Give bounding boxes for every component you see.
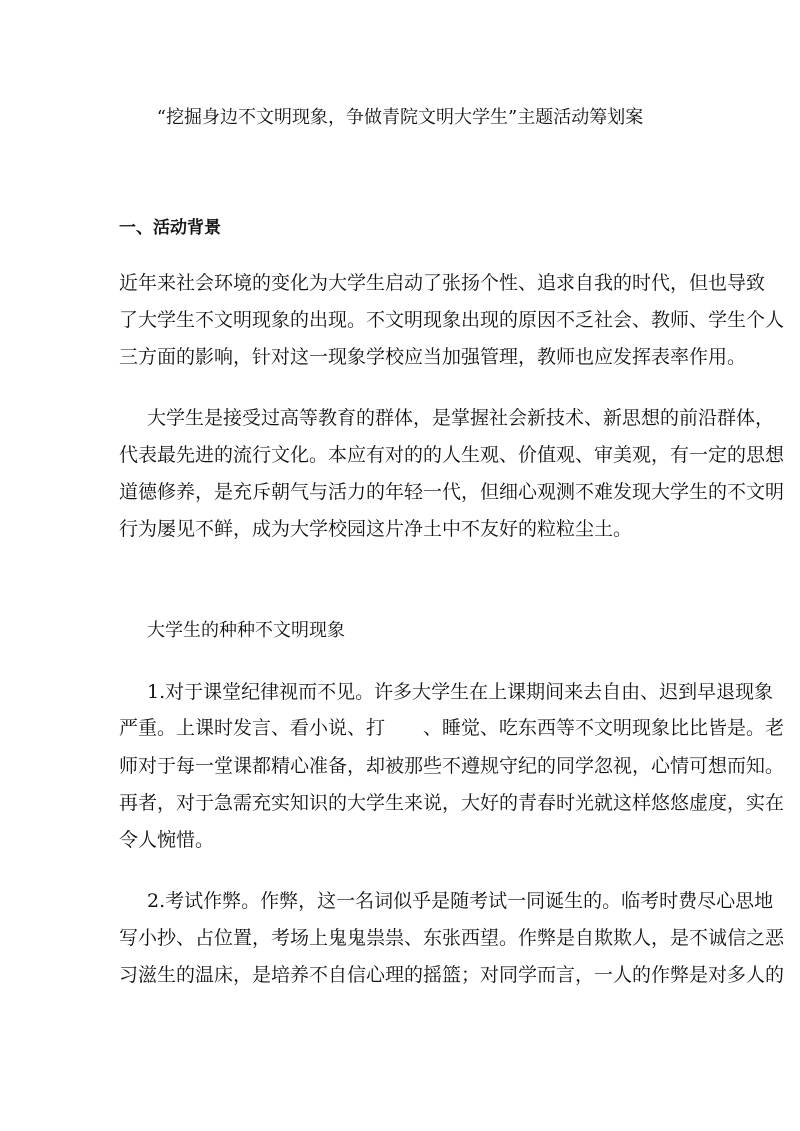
paragraph-line: 道德修养，是充斥朝气与活力的年轻一代，但细心观测不难发现大学生的不文明 [119,481,785,503]
paragraph-line: 近年来社会环境的变化为大学生启动了张扬个性、追求自我的时代，但也导致 [119,272,766,294]
paragraph-line: 代表最先进的流行文化。本应有对的的人生观、价值观、审美观，有一定的思想 [119,444,785,466]
paragraph-line: 三方面的影响，针对这一现象学校应当加强管理，教师也应发挥表率作用。 [119,346,747,368]
paragraph-line: 严重。上课时发言、看小说、打 、睡觉、吃东西等不文明现象比比皆是。老 [119,717,785,739]
paragraph-line: 2.考试作弊。作弊，这一名词似乎是随考试一同诞生的。临考时费尽心思地 [147,890,774,912]
section-heading-background: 一、活动背景 [119,218,221,238]
paragraph-line: 了大学生不文明现象的出现。不文明现象出现的原因不乏社会、教师、学生个人 [119,309,785,331]
paragraph-line: 再者，对于急需充实知识的大学生来说，大好的青春时光就这样悠悠虚度，实在 [119,792,785,814]
paragraph-line: 令人惋惜。 [119,829,215,851]
paragraph-line: 大学生是接受过高等教育的群体，是掌握社会新技术、新思想的前沿群体， [147,407,775,429]
paragraph-line: 1.对于课堂纪律视而不见。许多大学生在上课期间来去自由、迟到早退现象 [147,681,774,703]
document-title: “挖掘身边不文明现象，争做青院文明大学生”主题活动筹划案 [156,107,644,128]
paragraph-line: 行为屡见不鲜，成为大学校园这片净土中不友好的粒粒尘土。 [119,518,633,540]
paragraph-line: 习滋生的温床，是培养不自信心理的摇篮；对同学而言，一人的作弊是对多人的 [119,964,785,986]
paragraph-line: 师对于每一堂课都精心准备，却被那些不遵规守纪的同学忽视，心情可想而知。 [119,755,785,777]
paragraph-line: 写小抄、占位置，考场上鬼鬼祟祟、东张西望。作弊是自欺欺人，是不诚信之恶 [119,927,785,949]
subheading: 大学生的种种不文明现象 [147,620,345,641]
